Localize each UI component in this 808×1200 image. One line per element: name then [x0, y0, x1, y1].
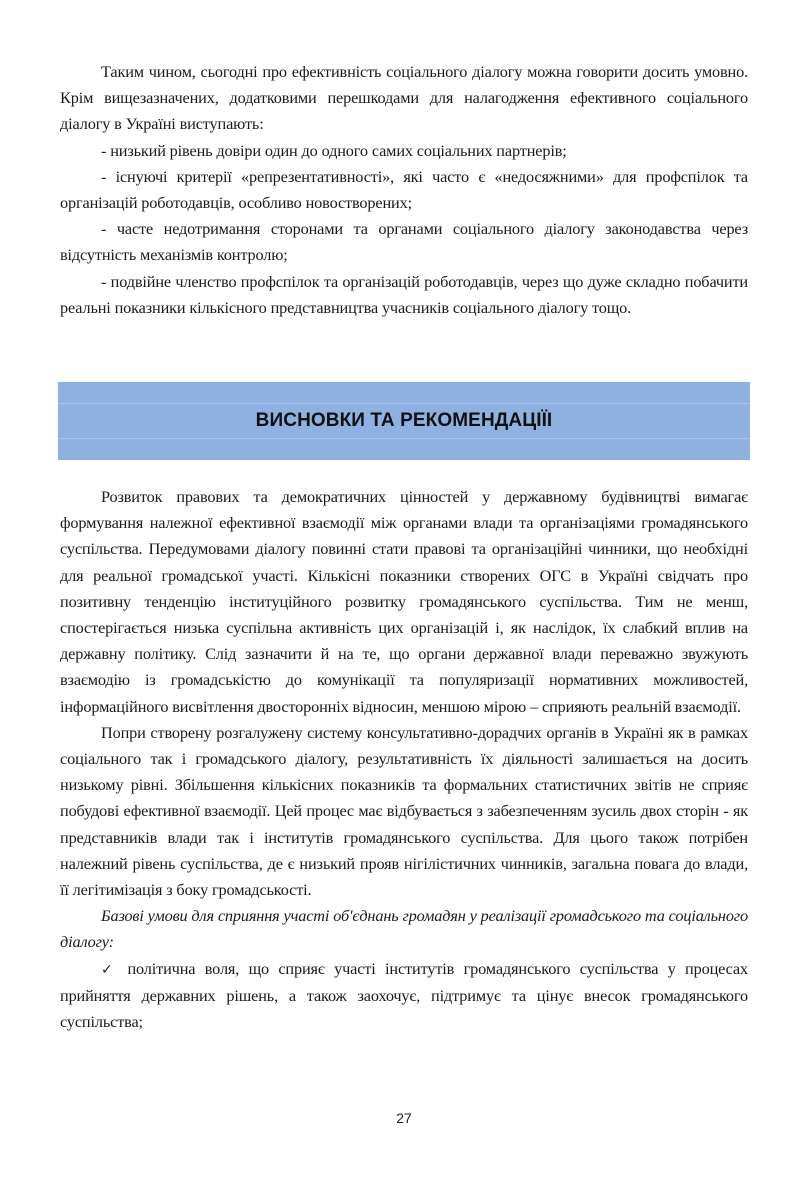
section-heading-banner — [58, 382, 750, 460]
conclusion-paragraph: Розвиток правових та демократичних цінностей у державному будівництві вимагає формування належної ефективної взаємодії між органами влади та організаціями громадянського суспільства. Передумовами діалогу повинні стати правові та організаційні чинники, що необхідні для реальної громадської участі. Кількісні показники створених ОГС в Україні свідчать про позитивну тенденцію інституційного розвитку громадянського суспільства. Тим не менш, спостерігається низька суспільна активність цих організацій і, як наслідок, їх слабкий вплив на державну політику. Слід зазначити й на те, що органи державної влади переважно звужують взаємодію із громадськістю до комунікації та популяризації нормативних можливостей, інформаційного висвітлення двосторонніх відносин, меншою мірою – сприяють реальній взаємодії. — [60, 487, 748, 716]
conclusions-section — [60, 484, 748, 1035]
italic-lead-paragraph: Базові умови для сприяння участі об'єднань громадян у реалізації громадського та соціального діалогу: — [60, 906, 748, 952]
checkmark-icon: ✓ — [101, 961, 119, 978]
section-heading: ВИСНОВКИ ТА РЕКОМЕНДАЦІЇІ — [255, 410, 553, 431]
bullet-item: - подвійне членство профспілок та організацій роботодавців, через що дуже складно побачити реальні показники кількісного представництва учасників соціального діалогу тощо. — [60, 271, 748, 317]
page-number: 27 — [396, 1110, 412, 1126]
bullet-item: - низький рівень довіри один до одного самих соціальних партнерів; — [101, 140, 567, 160]
intro-paragraph: Таким чином, сьогодні про ефективність соціального діалогу можна говорити досить умовно. Крім вищезазначених, додатковими перешкодами для налагодження ефективного соціального діалогу в Україні виступають: — [60, 62, 748, 134]
checklist-item — [60, 956, 748, 1036]
bullet-item: - часте недотримання сторонами та органами соціального діалогу законодавства через відсутність механізмів контролю; — [60, 219, 748, 265]
checklist-item-text: політична воля, що сприяє участі інститутів громадянського суспільства у процесах прийняття державних рішень, а також заохочує, підтримує та цінує внесок громадянського суспільства; — [60, 958, 748, 1032]
bullet-item: - існуючі критерії «репрезентативності», які часто є «недосяжними» для профспілок та організацій роботодавців, особливо новостворених; — [60, 166, 748, 213]
conclusion-paragraph: Попри створену розгалужену систему консультативно-дорадчих органів в Україні як в рамках соціального так і громадського діалогу, результативність їх діяльності залишається на досить низькому рівні. Збільшення кількісних показників та формальних статистичних звітів не сприяє побудові ефективної взаємодії. Цей процес має відбувається з забезпеченням зусиль двох сторін - як представників влади так і інститутів громадянського суспільства. Для цього також потрібен належний рівень суспільства, де є низький прояв нігілістичних чинників, загальна повага до влади, її легітимізація з боку громадськості. — [60, 722, 748, 900]
banner-divider — [58, 438, 750, 439]
intro-section — [60, 59, 748, 321]
